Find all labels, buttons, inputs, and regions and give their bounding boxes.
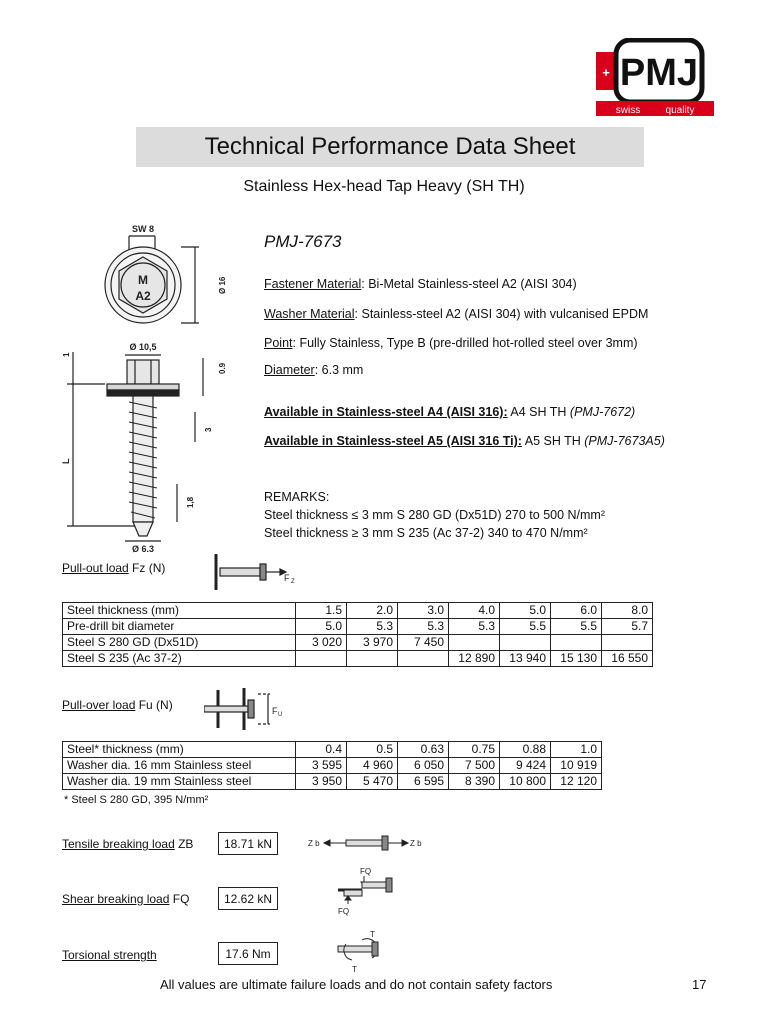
svg-text:1,8: 1,8 [186, 496, 195, 508]
diameter-spec: Diameter: 6.3 mm [264, 363, 364, 377]
table-cell [347, 651, 398, 667]
table-row [63, 619, 653, 635]
svg-text:SW 8: SW 8 [131, 224, 155, 234]
table-cell: 0.75 [449, 742, 500, 758]
fastener-material: Fastener Material: Bi-Metal Stainless-steel A2 (AISI 304) [264, 277, 577, 291]
page-number: 17 [692, 977, 707, 992]
svg-text:0.9: 0.9 [218, 362, 227, 374]
table-cell: 5.3 [347, 619, 398, 635]
table-cell: Steel thickness (mm) [63, 603, 296, 619]
svg-text:+: + [602, 65, 610, 80]
table-cell: 16 550 [602, 651, 653, 667]
table-cell: 5.0 [296, 619, 347, 635]
table-cell: 3 950 [296, 774, 347, 790]
svg-text:Z b: Z b [308, 839, 320, 848]
table-row [63, 758, 602, 774]
pmj-logo [596, 38, 714, 118]
table-cell [602, 635, 653, 651]
table-cell: 1.0 [551, 742, 602, 758]
table-cell: 8.0 [602, 603, 653, 619]
shear-value: 12.62 kN [218, 887, 278, 910]
table-cell: 6 050 [398, 758, 449, 774]
table-cell: 5.5 [551, 619, 602, 635]
washer-material: Washer Material: Stainless-steel A2 (AISI 304) with vulcanised EPDM [264, 307, 649, 321]
svg-text:L: L [61, 458, 71, 464]
table-cell: 5.7 [602, 619, 653, 635]
point-spec: Point: Fully Stainless, Type B (pre-drilled hot-rolled steel over 3mm) [264, 336, 638, 350]
table-cell: Steel S 280 GD (Dx51D) [63, 635, 296, 651]
table-cell: Washer dia. 16 mm Stainless steel [63, 758, 296, 774]
svg-text:T: T [352, 965, 357, 974]
table-cell: 7 450 [398, 635, 449, 651]
pullover-note: * Steel S 280 GD, 395 N/mm² [64, 794, 209, 806]
table-cell: 5 470 [347, 774, 398, 790]
tensile-value: 18.71 kN [218, 832, 278, 855]
table-cell [500, 635, 551, 651]
footer-note: All values are ultimate failure loads and do not contain safety factors [160, 977, 553, 992]
pullover-label: Pull-over load Fu (N) [62, 698, 173, 712]
tensile-label: Tensile breaking load ZB [62, 837, 194, 851]
pullover-figure [204, 686, 300, 732]
table-cell: 7 500 [449, 758, 500, 774]
torsion-label: Torsional strength [62, 948, 157, 962]
svg-text:Z: Z [291, 579, 295, 585]
table-cell: 5.3 [398, 619, 449, 635]
svg-text:Ø 10,5: Ø 10,5 [129, 342, 157, 352]
product-code: PMJ-7673 [264, 232, 342, 251]
table-cell: 0.63 [398, 742, 449, 758]
table-cell: 3.0 [398, 603, 449, 619]
table-cell: 1.5 [296, 603, 347, 619]
table-cell: 12 890 [449, 651, 500, 667]
pullout-figure [204, 552, 300, 592]
svg-text:Ø 16: Ø 16 [218, 276, 227, 294]
table-cell: 10 800 [500, 774, 551, 790]
svg-text:3: 3 [204, 427, 213, 432]
availability-a5: Available in Stainless-steel A5 (AISI 316 Ti): A5 SH TH (PMJ-7673A5) [264, 434, 665, 448]
table-cell: 15 130 [551, 651, 602, 667]
table-cell: Steel S 235 (Ac 37-2) [63, 651, 296, 667]
table-cell: 12 120 [551, 774, 602, 790]
table-row [63, 651, 653, 667]
table-cell: 10 919 [551, 758, 602, 774]
svg-text:1: 1 [62, 352, 71, 357]
svg-text:F: F [284, 573, 290, 583]
table-cell: 0.88 [500, 742, 551, 758]
svg-text:quality: quality [665, 105, 695, 116]
table-cell: 9 424 [500, 758, 551, 774]
torsion-figure [332, 928, 396, 974]
svg-text:U: U [278, 712, 283, 718]
table-cell [449, 635, 500, 651]
svg-text:Z b: Z b [410, 839, 422, 848]
table-cell: Pre-drill bit diameter [63, 619, 296, 635]
table-cell [398, 651, 449, 667]
table-cell: 3 970 [347, 635, 398, 651]
table-cell: 2.0 [347, 603, 398, 619]
table-cell: Steel* thickness (mm) [63, 742, 296, 758]
table-cell [296, 651, 347, 667]
table-cell: 6.0 [551, 603, 602, 619]
table-row [63, 603, 653, 619]
table-cell: 0.4 [296, 742, 347, 758]
torsion-value: 17.6 Nm [218, 942, 278, 965]
table-cell: 4.0 [449, 603, 500, 619]
pullover-table [62, 741, 602, 790]
svg-text:M: M [138, 273, 148, 287]
svg-text:Ø 6.3: Ø 6.3 [131, 544, 155, 554]
svg-text:F: F [272, 706, 278, 716]
svg-text:A2: A2 [135, 289, 151, 303]
page-subtitle: Stainless Hex-head Tap Heavy (SH TH) [243, 178, 525, 195]
table-cell [551, 635, 602, 651]
table-cell: 3 020 [296, 635, 347, 651]
table-cell: 3 595 [296, 758, 347, 774]
svg-text:T: T [370, 930, 375, 939]
pullout-label: Pull-out load Fz (N) [62, 561, 166, 575]
table-cell: Washer dia. 19 mm Stainless steel [63, 774, 296, 790]
page-title: Technical Performance Data Sheet [136, 127, 644, 167]
screw-drawing [55, 222, 245, 554]
table-cell: 13 940 [500, 651, 551, 667]
table-cell: 4 960 [347, 758, 398, 774]
availability-a4: Available in Stainless-steel A4 (AISI 316): A4 SH TH (PMJ-7672) [264, 405, 636, 419]
logo-text: PMJ [619, 52, 699, 94]
remarks: REMARKS: Steel thickness ≤ 3 mm S 280 GD (Dx51D) 270 to 500 N/mm² Steel thickness ≥ 3 mm S 235 (Ac 37-2) 340 to 470 N/mm² [264, 490, 606, 540]
table-row [63, 774, 602, 790]
table-cell: 5.0 [500, 603, 551, 619]
pullout-table [62, 602, 653, 667]
svg-text:FQ: FQ [360, 867, 372, 876]
shear-label: Shear breaking load FQ [62, 892, 190, 906]
svg-text:swiss: swiss [615, 105, 641, 116]
table-cell: 8 390 [449, 774, 500, 790]
table-cell: 0.5 [347, 742, 398, 758]
table-cell: 6 595 [398, 774, 449, 790]
table-cell: 5.5 [500, 619, 551, 635]
tensile-figure [306, 832, 430, 854]
table-cell: 5.3 [449, 619, 500, 635]
svg-text:FQ: FQ [338, 907, 350, 916]
shear-figure [334, 864, 398, 918]
table-row [63, 742, 602, 758]
table-row [63, 635, 653, 651]
